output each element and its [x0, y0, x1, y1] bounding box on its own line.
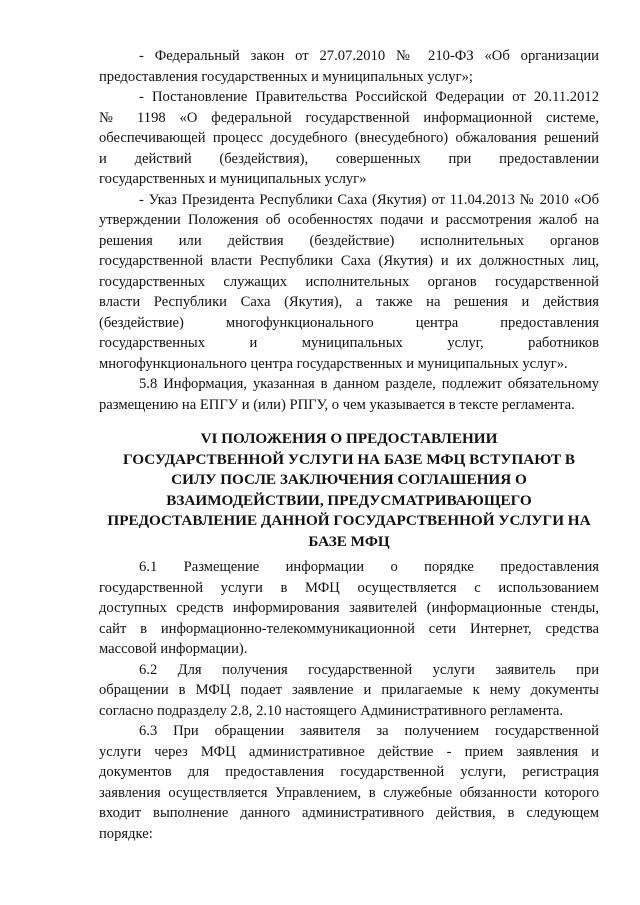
text-line: утверждении Положения об особенностях подачи и рассмотрения жалоб на — [99, 212, 599, 228]
heading-line: ВЗАИМОДЕЙСТВИИ, ПРЕДУСМАТРИВАЮЩЕГО — [166, 491, 532, 509]
text-line: сайт в информационно-телекоммуникационной сети Интернет, средства — [99, 620, 599, 637]
text-line: власти Республики Саха (Якутия), а также на решения и действия — [99, 294, 599, 310]
text-line: порядке: — [99, 825, 153, 842]
text-line: государственных и муниципальных услуг» — [99, 171, 367, 187]
heading-line: БАЗЕ МФЦ — [308, 532, 390, 550]
text-line: - Указ Президента Республики Саха (Якутия) от 11.04.2013 № 2010 «Об — [139, 191, 599, 208]
heading-line: СИЛУ ПОСЛЕ ЗАКЛЮЧЕНИЯ СОГЛАШЕНИЯ О — [171, 471, 527, 488]
text-line: 6.3 При обращении заявителя за получением государственной — [139, 723, 599, 739]
text-line: доступных средств информирования заявителей (информационные стенды, — [99, 600, 599, 616]
text-line: - Федеральный закон от 27.07.2010 № 210-ФЗ «Об организации — [139, 48, 599, 64]
text-line: заявления осуществляется Управлением, в служебные обязанности которого — [99, 784, 599, 801]
heading-line: VI ПОЛОЖЕНИЯ О ПРЕДОСТАВЛЕНИИ — [200, 430, 498, 447]
text-line: входит выполнение данного административного действия, в следующем — [99, 805, 599, 821]
text-line: услуги через МФЦ административное действие - прием заявления и — [99, 743, 599, 760]
heading-line: ГОСУДАРСТВЕННОЙ УСЛУГИ НА БАЗЕ МФЦ ВСТУПАЮТ В — [122, 450, 576, 468]
legal-basis-list — [99, 46, 599, 415]
text-line: 6.2 Для получения государственной услуги заявитель при — [139, 661, 599, 678]
text-line: - Постановление Правительства Российской Федерации от 20.11.2012 — [139, 89, 599, 105]
text-line: многофункционального центра государственных и муниципальных услуг». — [99, 355, 568, 372]
heading-line: ПРЕДОСТАВЛЕНИЕ ДАННОЙ ГОСУДАРСТВЕННОЙ УСЛУГИ НА — [107, 512, 591, 529]
text-line: № 1198 «О федеральной государственной информационной системе, — [99, 109, 599, 126]
text-line: обращении в МФЦ подает заявление и прилагаемые к нему документы — [99, 682, 599, 698]
text-line: обеспечивающей процесс досудебного (внесудебного) обжалования решений — [99, 130, 599, 146]
text-line: государственной власти Республики Саха (Якутия) и их должностных лиц, — [99, 253, 599, 269]
text-line: предоставления государственных и муниципальных услуг»; — [99, 68, 473, 85]
section-heading — [99, 429, 599, 552]
text-line: размещению на ЕПГУ и (или) РПГУ, о чем указывается в тексте регламента. — [99, 396, 575, 413]
text-line: решения или действия (бездействие) исполнительных органов — [99, 232, 599, 249]
text-line: государственных служащих исполнительных органов государственной — [99, 273, 599, 290]
text-line: 5.8 Информация, указанная в данном разделе, подлежит обязательному — [139, 376, 599, 392]
text-line: документов для предоставления государственной услуги, регистрация — [99, 764, 599, 780]
text-line: и действий (бездействия), совершенных при предоставлении — [99, 150, 599, 167]
text-line: государственной услуги в МФЦ осуществляется с использованием — [99, 579, 599, 596]
section-body — [99, 557, 599, 844]
text-line: 6.1 Размещение информации о порядке предоставления — [139, 559, 599, 575]
text-line: (бездействие) многофункционального центра предоставления — [99, 314, 599, 331]
text-line: массовой информации). — [99, 641, 248, 657]
text-line: государственных и муниципальных услуг, работников — [99, 335, 599, 351]
text-line: согласно подразделу 2.8, 2.10 настоящего Административного регламента. — [99, 702, 564, 719]
